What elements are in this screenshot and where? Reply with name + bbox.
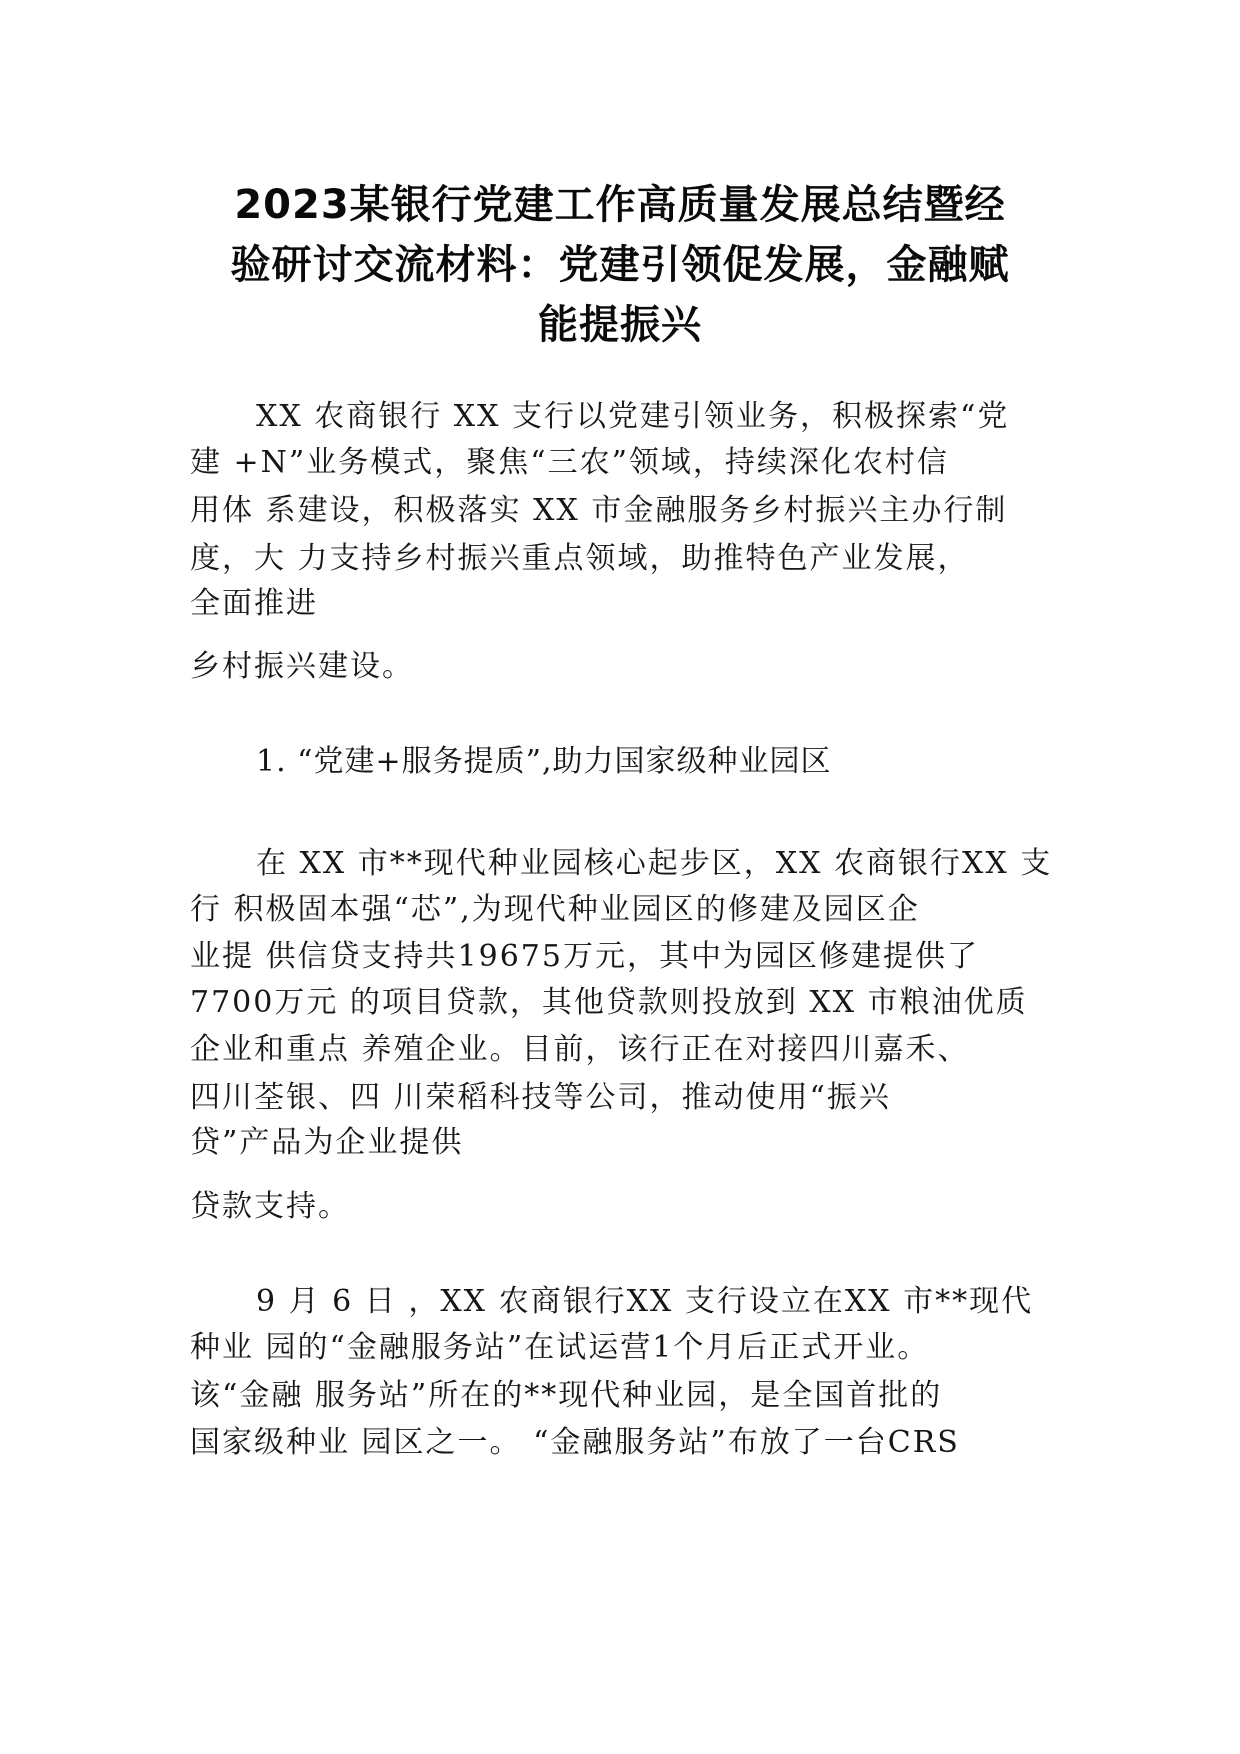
paragraph-3-line: 种业 园的“金融服务站”在试运营1个月后正式开业。 <box>190 1330 930 1365</box>
paragraph-2-tail: 贷款支持。 <box>190 1189 350 1224</box>
paragraph-1-line: XX 农商银行 XX 支行以党建引领业务，积极探索“党 <box>256 399 1010 434</box>
paragraph-2-line: 在 XX 市**现代种业园核心起步区，XX 农商银行XX 支 <box>256 846 1053 881</box>
paragraph-2-line: 7700万元 的项目贷款，其他贷款则投放到 XX 市粮油优质 <box>190 985 1028 1020</box>
paragraph-1-line: 建 +N”业务模式，聚焦“三农”领域，持续深化农村信 <box>190 445 949 480</box>
paragraph-2-line: 企业和重点 养殖企业。目前，该行正在对接四川嘉禾、 <box>190 1032 970 1067</box>
paragraph-2-line: 行 积极固本强“芯”,为现代种业园区的修建及园区企 <box>190 892 920 927</box>
paragraph-1-line: 全面推进 <box>190 586 318 621</box>
title-line: 能提振兴 <box>538 302 702 348</box>
title-line: 2023某银行党建工作高质量发展总结暨经 <box>234 182 1006 228</box>
section-heading: 1. “党建+服务提质”,助力国家级种业园区 <box>256 744 832 779</box>
paragraph-3-line: 9 月 6 日 ，XX 农商银行XX 支行设立在XX 市**现代 <box>256 1284 1034 1319</box>
paragraph-1-tail: 乡村振兴建设。 <box>190 649 414 684</box>
paragraph-3-line: 国家级种业 园区之一。 “金融服务站”布放了一台CRS <box>190 1425 960 1460</box>
paragraph-2-line: 业提 供信贷支持共19675万元，其中为园区修建提供了 <box>190 939 979 974</box>
title-line: 验研讨交流材料：党建引领促发展，金融赋 <box>230 242 1010 288</box>
paragraph-1-line: 度，大 力支持乡村振兴重点领域，助推特色产业发展， <box>190 541 970 576</box>
paragraph-2-line: 贷”产品为企业提供 <box>190 1125 464 1160</box>
paragraph-1-line: 用体 系建设，积极落实 XX 市金融服务乡村振兴主办行制 <box>190 493 1008 528</box>
paragraph-2-line: 四川荃银、四 川荣稻科技等公司，推动使用“振兴 <box>190 1080 891 1115</box>
document-title <box>190 175 1050 355</box>
paragraph-3-line: 该“金融 服务站”所在的**现代种业园，是全国首批的 <box>190 1378 943 1413</box>
